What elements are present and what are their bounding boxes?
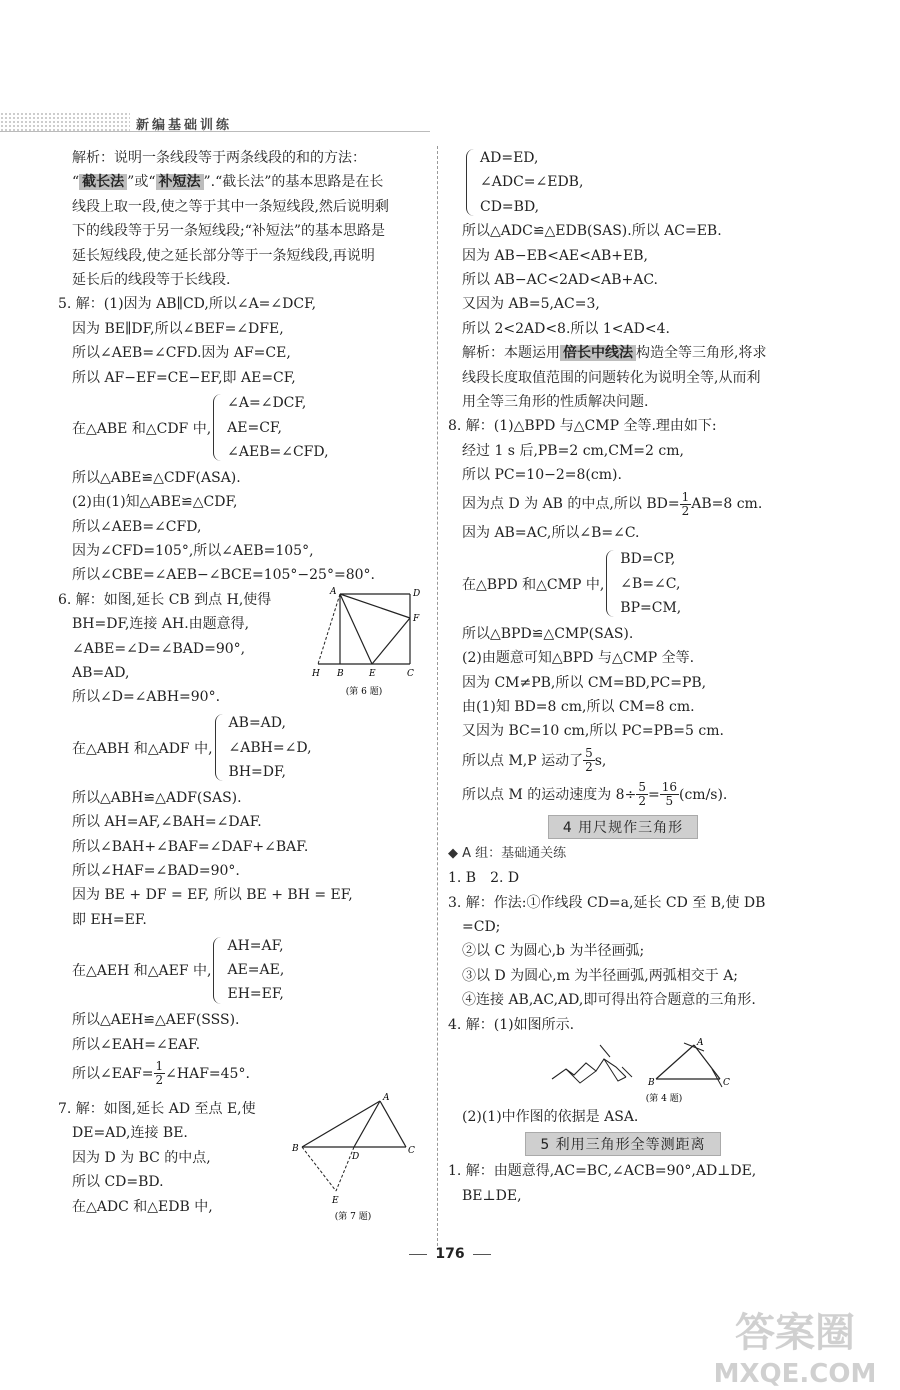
q8-line: 所以△BPD≌△CMP(SAS).	[462, 625, 634, 642]
q5-line: 所以∠AEB=∠CFD.因为 AF=CE,	[72, 345, 291, 362]
fig7-label: D	[352, 1151, 360, 1162]
fig7-label: A	[383, 1092, 390, 1103]
q7-line: 所以 2<2AD<8.所以 1<AD<4.	[462, 320, 670, 337]
q5-system-intro: 在△ABE 和△CDF 中,	[72, 420, 212, 437]
q5-line: 因为 BE∥DF,所以∠BEF=∠DFE,	[72, 320, 284, 337]
fig7-caption: (第 7 题)	[334, 1211, 372, 1222]
q6-line: ∠ABE=∠D=∠BAD=90°,	[72, 640, 246, 657]
header-band	[0, 0, 900, 108]
analysis-line: 下的线段等于另一条短线段;“补短法”的基本思路是	[72, 223, 386, 240]
q5-line: 所以△ABE≌△CDF(ASA).	[72, 469, 241, 486]
group-a-heading: ◆ A 组：基础通关练	[448, 845, 567, 861]
brace-system	[464, 146, 798, 219]
q8-line: (2)由题意可知△BPD 与△CMP 全等.	[462, 650, 695, 667]
fig6-label: H	[312, 668, 320, 679]
q6-line: BH=DF,连接 AH.由题意得,	[72, 616, 250, 633]
q8-system-intro: 在△BPD 和△CMP 中,	[462, 576, 605, 593]
q6-block	[58, 588, 430, 710]
q8-line: 又因为 BC=10 cm,所以 PC=PB=5 cm.	[462, 723, 724, 740]
section-title: 4 用尺规作三角形	[548, 815, 698, 839]
fig4-caption: (第 4 题)	[645, 1093, 683, 1104]
highlight-term: 倍长中线法	[560, 345, 636, 361]
fig6-label: C	[407, 668, 414, 679]
brace-symbol	[466, 149, 477, 216]
answer-line: ②以 C 为圆心,b 为半径画弧;	[462, 943, 645, 960]
brace-system	[213, 711, 312, 784]
fraction: $\frac{5}{2}$	[585, 746, 593, 775]
brace-line: ∠ABH=∠D,	[228, 739, 312, 756]
q6-system-2	[58, 932, 430, 1008]
column-divider	[437, 146, 438, 1246]
analysis-line: 延长后的线段等于长线段.	[72, 271, 231, 288]
brace-line: ∠B=∠C,	[620, 575, 681, 592]
answer-line: 3. 解：作法:①作线段 CD=a,延长 CD 至 B,使 DB	[448, 894, 766, 911]
q5-line: 5. 解：(1)因为 AB∥CD,所以∠A=∠DCF,	[58, 296, 317, 313]
figure-4-wrap	[448, 1037, 798, 1105]
q8-system	[448, 546, 798, 622]
header-title: 新编基础训练	[136, 118, 233, 133]
analysis-line: “ 截长法 ”或“ 补短法 ”.“截长法”的基本思路是在长	[72, 174, 384, 191]
section-title: 5 利用三角形全等测距离	[525, 1132, 720, 1156]
q6-system-1	[58, 710, 430, 786]
q6-line: 6. 解：如图,延长 CB 到点 H,使得	[58, 591, 272, 608]
q6-line: 所以△AEH≌△AEF(SSS).	[72, 1012, 240, 1029]
figure-7	[288, 1091, 418, 1225]
q5-system	[58, 390, 430, 466]
fig7-label: C	[408, 1145, 415, 1156]
fig6-label: F	[413, 613, 420, 624]
q6-line: 所以∠EAF= $\frac{1}{2}$ ∠HAF=45°.	[72, 1059, 250, 1088]
highlight-term: 截长法	[79, 174, 127, 190]
fraction: $\frac{5}{2}$	[638, 780, 646, 809]
watermark-text: 答案圈	[735, 1310, 855, 1356]
q6-line: 所以△ABH≌△ADF(SAS).	[72, 789, 242, 806]
fraction: $\frac{16}{5}$	[661, 780, 677, 809]
brace-symbol	[215, 714, 226, 781]
brace-line: ∠AEB=∠CFD,	[227, 444, 329, 461]
brace-line: BP=CM,	[620, 600, 682, 617]
q6-line: 所以∠BAH+∠BAF=∠DAF+∠BAF.	[72, 838, 309, 855]
analysis-line: 用全等三角形的性质解决问题.	[462, 393, 649, 410]
fraction: $\frac{1}{2}$	[681, 489, 690, 518]
analysis-line: 延长短线段,使之延长部分等于一条短线段,再说明	[72, 247, 375, 264]
fig4-label: A	[697, 1037, 704, 1048]
q5-line: 因为∠CFD=105°,所以∠AEB=105°,	[72, 543, 314, 560]
figure-6	[304, 584, 424, 696]
q6-system-intro: 在△AEH 和△AEF 中,	[72, 963, 212, 980]
fig4-label: C	[723, 1077, 730, 1088]
watermark-logo	[690, 1298, 900, 1390]
brace-line: BD=CP,	[620, 551, 676, 568]
analysis-line: 解析：说明一条线段等于两条线段的和的方法：	[72, 150, 366, 166]
q7-line: 所以△ADC≌△EDB(SAS).所以 AC=EB.	[462, 223, 722, 240]
q7-block	[58, 1092, 430, 1222]
fig6-label: D	[413, 588, 421, 599]
answer-line: ④连接 AB,AC,AD,即可得出符合题意的三角形.	[462, 992, 756, 1009]
q8-line: 因为点 D 为 AB 的中点,所以 BD= $\frac{1}{2}$ AB=8 cm.	[462, 489, 763, 518]
q7-line: 因为 D 为 BC 的中点,	[72, 1149, 211, 1166]
brace-line: AB=AD,	[228, 715, 286, 732]
section-5-banner	[448, 1129, 798, 1159]
answer-line: (2)(1)中作图的依据是 ASA.	[462, 1108, 639, 1125]
watermark-url: MXQE.COM	[713, 1359, 877, 1389]
q7-line: 所以 CD=BD.	[72, 1174, 164, 1191]
q6-line: AB=AD,	[72, 665, 130, 682]
brace-symbol	[606, 550, 617, 617]
answer-line: =CD;	[462, 918, 501, 935]
brace-system	[211, 391, 328, 464]
q7-line: 在△ADC 和△EDB 中,	[72, 1198, 213, 1215]
fig4-label: B	[648, 1077, 655, 1088]
brace-system	[604, 547, 681, 620]
brace-line: BH=DF,	[228, 764, 286, 780]
figure-4	[544, 1037, 734, 1105]
q8-line: 经过 1 s 后,PB=2 cm,CM=2 cm,	[462, 442, 684, 459]
brace-line: CD=BD,	[480, 198, 540, 215]
q8-line: 因为 AB=AC,所以∠B=∠C.	[462, 525, 640, 542]
answer-line: ③以 D 为圆心,m 为半径画弧,两弧相交于 A;	[462, 967, 739, 984]
fig7-label: E	[332, 1195, 339, 1206]
answer-line: BE⊥DE,	[462, 1187, 522, 1204]
fig6-label: A	[330, 586, 337, 597]
q6-line: 所以∠HAF=∠BAD=90°.	[72, 862, 240, 879]
brace-line: AE=CF,	[227, 419, 282, 436]
q6-line: 即 EH=EF.	[72, 911, 147, 928]
q6-line: 所以∠D=∠ABH=90°.	[72, 689, 221, 706]
brace-line: AH=AF,	[227, 937, 284, 954]
q7-line: DE=AD,连接 BE.	[72, 1125, 188, 1142]
brace-symbol	[213, 937, 224, 1004]
q8-line: 所以 PC=10−2=8(cm).	[462, 467, 622, 484]
q5-line: 所以∠AEB=∠CFD,	[72, 518, 202, 535]
q5-line: (2)由(1)知△ABE≌△CDF,	[72, 494, 238, 511]
fig6-label: B	[337, 668, 344, 679]
analysis-line: 线段上取一段,使之等于其中一条短线段,然后说明剩	[72, 198, 389, 215]
q8-line: 8. 解：(1)△BPD 与△CMP 全等.理由如下:	[448, 418, 717, 435]
brace-line: ∠ADC=∠EDB,	[480, 174, 584, 191]
answer-line: 1. B 2. D	[448, 870, 520, 887]
q6-line: 所以 AH=AF,∠BAH=∠DAF.	[72, 814, 262, 831]
q6-line: 因为 BE + DF = EF, 所以 BE + BH = EF,	[72, 887, 353, 904]
header-dots	[0, 112, 130, 132]
q8-line: 因为 CM≠PB,所以 CM=BD,PC=PB,	[462, 674, 707, 691]
brace-line: AE=AE,	[227, 961, 285, 978]
fraction: $\frac{1}{2}$	[155, 1059, 164, 1088]
q7-line: 又因为 AB=5,AC=3,	[462, 296, 600, 313]
q8-line: 所以点 M 的运动速度为 8÷ $\frac{5}{2}$ = $\frac{16}{5}$ (cm/s).	[462, 780, 728, 809]
right-column	[448, 146, 798, 1208]
brace-line: ∠A=∠DCF,	[227, 395, 307, 412]
brace-system	[211, 934, 284, 1007]
q8-line: 所以点 M,P 运动了 $\frac{5}{2}$ s,	[462, 746, 607, 775]
fig7-label: B	[292, 1143, 299, 1154]
brace-line: AD=ED,	[480, 150, 539, 166]
brace-line: EH=EF,	[227, 986, 284, 1003]
q7-line: 因为 AB−EB<AE<AB+EB,	[462, 247, 648, 264]
fig6-label: E	[369, 668, 376, 679]
q5-line: 所以∠CBE=∠AEB−∠BCE=105°−25°=80°.	[72, 567, 375, 584]
analysis-line: 解析：本题运用 倍长中线法 构造全等三角形,将求	[462, 345, 767, 362]
page-number: 176	[0, 1246, 900, 1262]
q6-line: 所以∠EAH=∠EAF.	[72, 1036, 201, 1053]
left-column	[58, 146, 430, 1222]
fig6-caption: (第 6 题)	[345, 686, 383, 696]
brace-symbol	[213, 394, 224, 461]
q5-line: 所以 AF−EF=CE−EF,即 AE=CF,	[72, 369, 296, 386]
answer-line: 4. 解：(1)如图所示.	[448, 1016, 575, 1033]
q8-line: 由(1)知 BD=8 cm,所以 CM=8 cm.	[462, 699, 695, 716]
answer-line: 1. 解：由题意得,AC=BC,∠ACB=90°,AD⊥DE,	[448, 1163, 757, 1180]
q7-line: 7. 解：如图,延长 AD 至点 E,使	[58, 1100, 256, 1117]
highlight-term: 补短法	[156, 174, 204, 190]
analysis-line: 线段长度取值范围的问题转化为说明全等,从而利	[462, 369, 761, 386]
q7-line: 所以 AB−AC<2AD<AB+AC.	[462, 271, 659, 288]
section-4-banner	[448, 812, 798, 842]
q6-system-intro: 在△ABH 和△ADF 中,	[72, 740, 213, 757]
